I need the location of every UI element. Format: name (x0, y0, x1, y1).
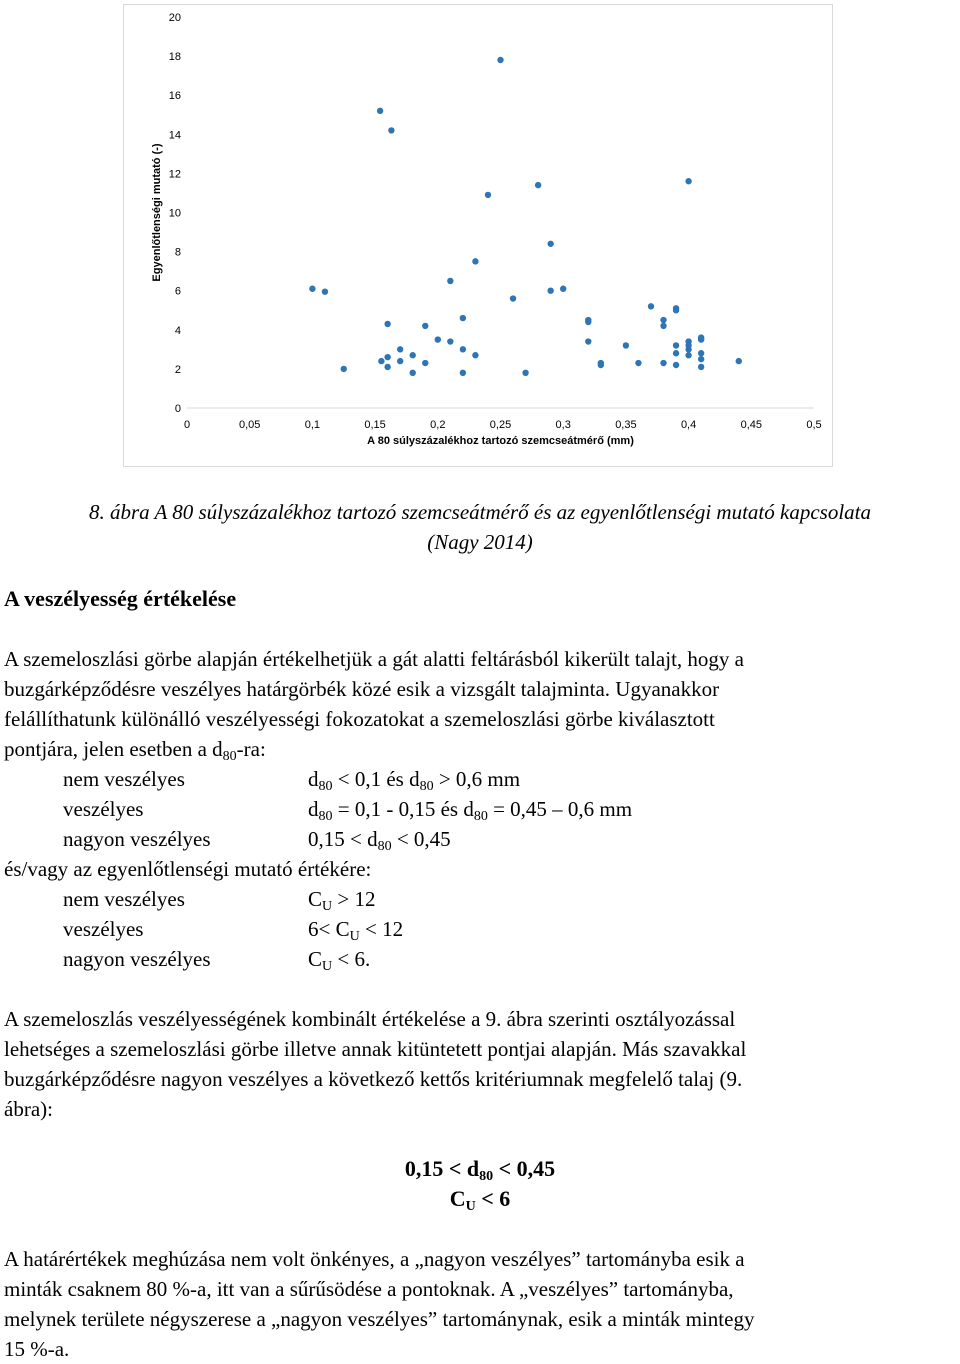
d80-label-0: nem veszélyes (63, 767, 185, 791)
data-point (377, 108, 383, 114)
d80-label-2: nagyon veszélyes (63, 827, 211, 851)
para2-line1: A szemeloszlás veszélyességének kombinált értékelése a 9. ábra szerinti osztályozással (4, 1007, 736, 1031)
y-tick-label: 14 (168, 129, 181, 142)
para2-line3: buzgárképződésre nagyon veszélyes a következő kettős kritériumnak megfelelő talaj (9. (4, 1067, 743, 1091)
y-tick-label: 0 (174, 403, 181, 415)
d80-value-2: $0,15 < d_{80} < 0,45$ (308, 827, 451, 854)
x-tick-label: 0,15 (364, 419, 386, 431)
data-point (648, 303, 654, 309)
data-point (435, 336, 441, 342)
x-tick-label: 0,4 (680, 419, 697, 431)
x-tick-label: 0,35 (615, 419, 637, 431)
x-tick-label: 0,25 (489, 419, 512, 431)
x-tick-label: 0,3 (555, 419, 571, 431)
y-tick-label: 16 (168, 90, 181, 103)
cu-label-1: veszélyes (63, 917, 144, 941)
para3-line1: A határértékek meghúzása nem volt önkényes, a „nagyon veszélyes” tartományba esik a (4, 1247, 745, 1271)
cu-label-2: nagyon veszélyes (63, 947, 211, 971)
data-point (384, 321, 390, 327)
y-tick-label: 10 (168, 207, 181, 220)
y-tick-label: 4 (174, 324, 181, 337)
para1-line4-tail: -ra: (236, 737, 266, 761)
data-point (660, 317, 666, 323)
data-point (460, 315, 466, 321)
d80-label-1: veszélyes (63, 797, 144, 821)
data-point (485, 192, 491, 198)
y-axis-title: Egyenlőtlenségi mutató (-) (151, 143, 163, 282)
x-tick-label: 0 (183, 419, 191, 431)
data-point (397, 346, 403, 352)
para1-line4-text: pontjára, jelen esetben a d (4, 737, 223, 761)
data-point (736, 358, 742, 364)
data-point (472, 352, 478, 358)
x-axis-title: A 80 súlyszázalékhoz tartozó szemcseátmérő (mm) (367, 435, 634, 447)
data-point (660, 323, 666, 329)
data-point (447, 338, 453, 344)
data-point (410, 370, 416, 376)
data-point (698, 336, 704, 342)
data-point (510, 295, 516, 301)
para3-line2: minták csaknem 80 %-a, itt van a sűrűsödése a pontoknak. A „veszélyes” tartományba, (4, 1277, 734, 1301)
d80-value-0: $d_{80} < 0,1$ és $d_{80} > 0,6$ mm (308, 767, 521, 794)
data-point (698, 350, 704, 356)
y-tick-label: 6 (174, 285, 181, 298)
data-point (410, 352, 416, 358)
data-point (309, 286, 315, 292)
final-criterion-cu: $C_U < 6$ (449, 1186, 511, 1214)
data-point (673, 342, 679, 348)
data-point (685, 352, 691, 358)
para3-line3: melynek területe négyszerese a „nagyon veszélyes” tartománynak, esik a minták mintegy (4, 1307, 755, 1331)
data-point (322, 288, 328, 294)
data-point (685, 178, 691, 184)
data-point (472, 258, 478, 264)
data-point (673, 362, 679, 368)
cu-intro: és/vagy az egyenlőtlenségi mutató értékére: (4, 857, 372, 881)
data-point (384, 364, 390, 370)
data-point (673, 350, 679, 356)
data-point (388, 127, 394, 133)
y-tick-label: 12 (168, 168, 181, 181)
data-point (460, 346, 466, 352)
y-tick-label: 2 (174, 363, 181, 376)
x-tick-label: 0,2 (430, 419, 446, 431)
data-point (673, 305, 679, 311)
cu-value-2: $C_U < 6$. (308, 947, 371, 974)
d80-value-1: $d_{80} = 0,1 - 0,15$ és $d_{80} = 0,45 - 0,6$ mm (308, 797, 633, 824)
y-tick-label: 18 (168, 51, 181, 64)
data-point (560, 286, 566, 292)
para1-line1: A szemeloszlási görbe alapján értékelhetjük a gát alatti feltárásból kikerült talajt, hogy a (4, 647, 744, 671)
data-point (635, 360, 641, 366)
x-tick-label: 0,5 (806, 419, 822, 431)
data-point (685, 342, 691, 348)
data-point (447, 278, 453, 284)
data-point (660, 360, 666, 366)
scatter-chart (123, 4, 833, 467)
data-point (384, 354, 390, 360)
para1-line4-sub: 80 (222, 749, 237, 764)
data-point (422, 360, 428, 366)
final-criterion-d80: $0,15 < d_{80} < 0,45$ (404, 1156, 556, 1184)
figure-caption-line2: (Nagy 2014) (427, 530, 533, 554)
x-tick-label: 0,05 (238, 419, 261, 431)
data-point (547, 241, 553, 247)
cu-label-0: nem veszélyes (63, 887, 185, 911)
data-point (422, 323, 428, 329)
cu-value-1: $6< C_U < 12$ (308, 917, 404, 944)
data-point (698, 364, 704, 370)
para1-line2: buzgárképződésre veszélyes határgörbék közé esik a vizsgált talajminta. Ugyanakkor (4, 677, 720, 701)
para2-line4: ábra): (4, 1097, 53, 1121)
chart-plot-area (124, 5, 834, 468)
figure-caption-line1: 8. ábra A 80 súlyszázalékhoz tartozó szemcseátmérő és az egyenlőtlenségi mutató kapcsolata (89, 500, 871, 524)
para1-line3: felállíthatunk különálló veszélyességi fokozatokat a szemeloszlási görbe kiválasztott (4, 707, 715, 731)
para2-line2: lehetséges a szemeloszlási görbe illetve annak kitüntetett pontjai alapján. Más szavakkal (4, 1037, 747, 1061)
data-point (547, 288, 553, 294)
data-point (460, 370, 466, 376)
y-tick-label: 8 (174, 246, 181, 259)
x-tick-label: 0,45 (740, 419, 763, 431)
section-heading: A veszélyesség értékelése (4, 586, 237, 611)
data-point (698, 356, 704, 362)
x-tick-label: 0,1 (304, 419, 321, 431)
data-point (497, 57, 503, 63)
para1-line4 (4, 734, 266, 764)
data-point (585, 338, 591, 344)
data-point (585, 319, 591, 325)
data-point (535, 182, 541, 188)
data-point (341, 366, 347, 372)
data-point (623, 342, 629, 348)
data-point (598, 362, 604, 368)
para3-line4: 15 %-a. (4, 1337, 70, 1361)
data-point (397, 358, 403, 364)
y-tick-label: 20 (168, 12, 181, 24)
cu-value-0: $C_U > 12$ (308, 887, 376, 914)
data-point (378, 358, 384, 364)
data-point (522, 370, 528, 376)
